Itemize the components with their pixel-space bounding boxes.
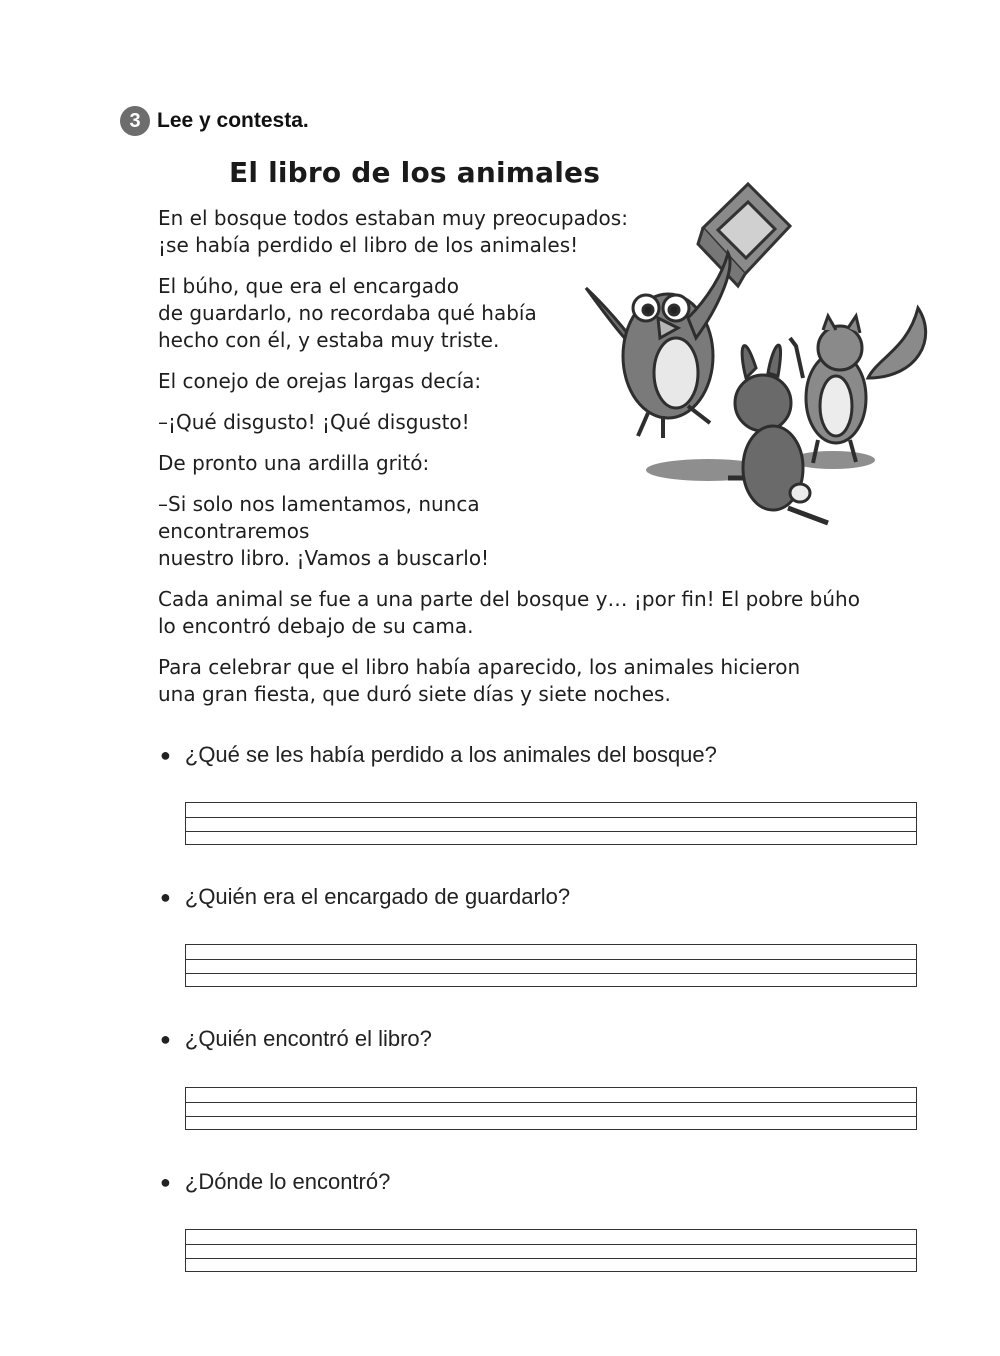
question-text: ¿Qué se les había perdido a los animales del bosque? [184, 742, 717, 767]
writing-line [186, 973, 916, 974]
animals-illustration [578, 178, 938, 543]
exercise-instruction: Lee y contesta. [157, 109, 309, 132]
story-paragraph: Cada animal se fue a una parte del bosque y… ¡por fin! El pobre búho lo encontró debajo de su cama. [158, 587, 860, 638]
question-3 [160, 1026, 432, 1052]
question-2 [160, 884, 570, 910]
bullet-icon: ● [160, 1028, 171, 1049]
question-4 [160, 1169, 390, 1195]
book-icon [698, 184, 790, 286]
story-paragraph: El búho, que era el encargado de guardarlo, no recordaba qué había hecho con él, y estaba muy triste. [158, 274, 537, 352]
writing-line [186, 817, 916, 818]
story-paragraph: De pronto una ardilla gritó: [158, 451, 430, 475]
answer-field[interactable] [185, 1229, 917, 1272]
question-text: ¿Quién era el encargado de guardarlo? [184, 884, 571, 909]
answer-field[interactable] [185, 1087, 917, 1130]
exercise-header [120, 106, 309, 136]
bullet-icon: ● [160, 1171, 171, 1192]
writing-line [186, 1244, 916, 1245]
story-paragraph: Para celebrar que el libro había aparecido, los animales hicieron una gran fiesta, que duró siete días y siete noches. [158, 655, 801, 706]
story-paragraph: En el bosque todos estaban muy preocupados: ¡se había perdido el libro de los animales! [158, 206, 628, 257]
bullet-icon: ● [160, 744, 171, 765]
story-paragraph: –Si solo nos lamentamos, nunca encontraremos nuestro libro. ¡Vamos a buscarlo! [158, 492, 490, 570]
question-text: ¿Quién encontró el libro? [184, 1026, 432, 1051]
question-1 [160, 742, 717, 768]
answer-field[interactable] [185, 802, 917, 845]
writing-line [186, 959, 916, 960]
exercise-number-badge: 3 [120, 106, 150, 136]
question-text: ¿Dónde lo encontró? [184, 1169, 391, 1194]
owl-icon [586, 253, 730, 438]
story-paragraph: –¡Qué disgusto! ¡Qué disgusto! [158, 410, 470, 434]
writing-line [186, 831, 916, 832]
writing-line [186, 1102, 916, 1103]
story-title: El libro de los animales [229, 156, 601, 189]
squirrel-icon [790, 308, 926, 463]
writing-line [186, 1258, 916, 1259]
writing-line [186, 1116, 916, 1117]
bullet-icon: ● [160, 886, 171, 907]
story-paragraph: El conejo de orejas largas decía: [158, 369, 482, 393]
answer-field[interactable] [185, 944, 917, 987]
